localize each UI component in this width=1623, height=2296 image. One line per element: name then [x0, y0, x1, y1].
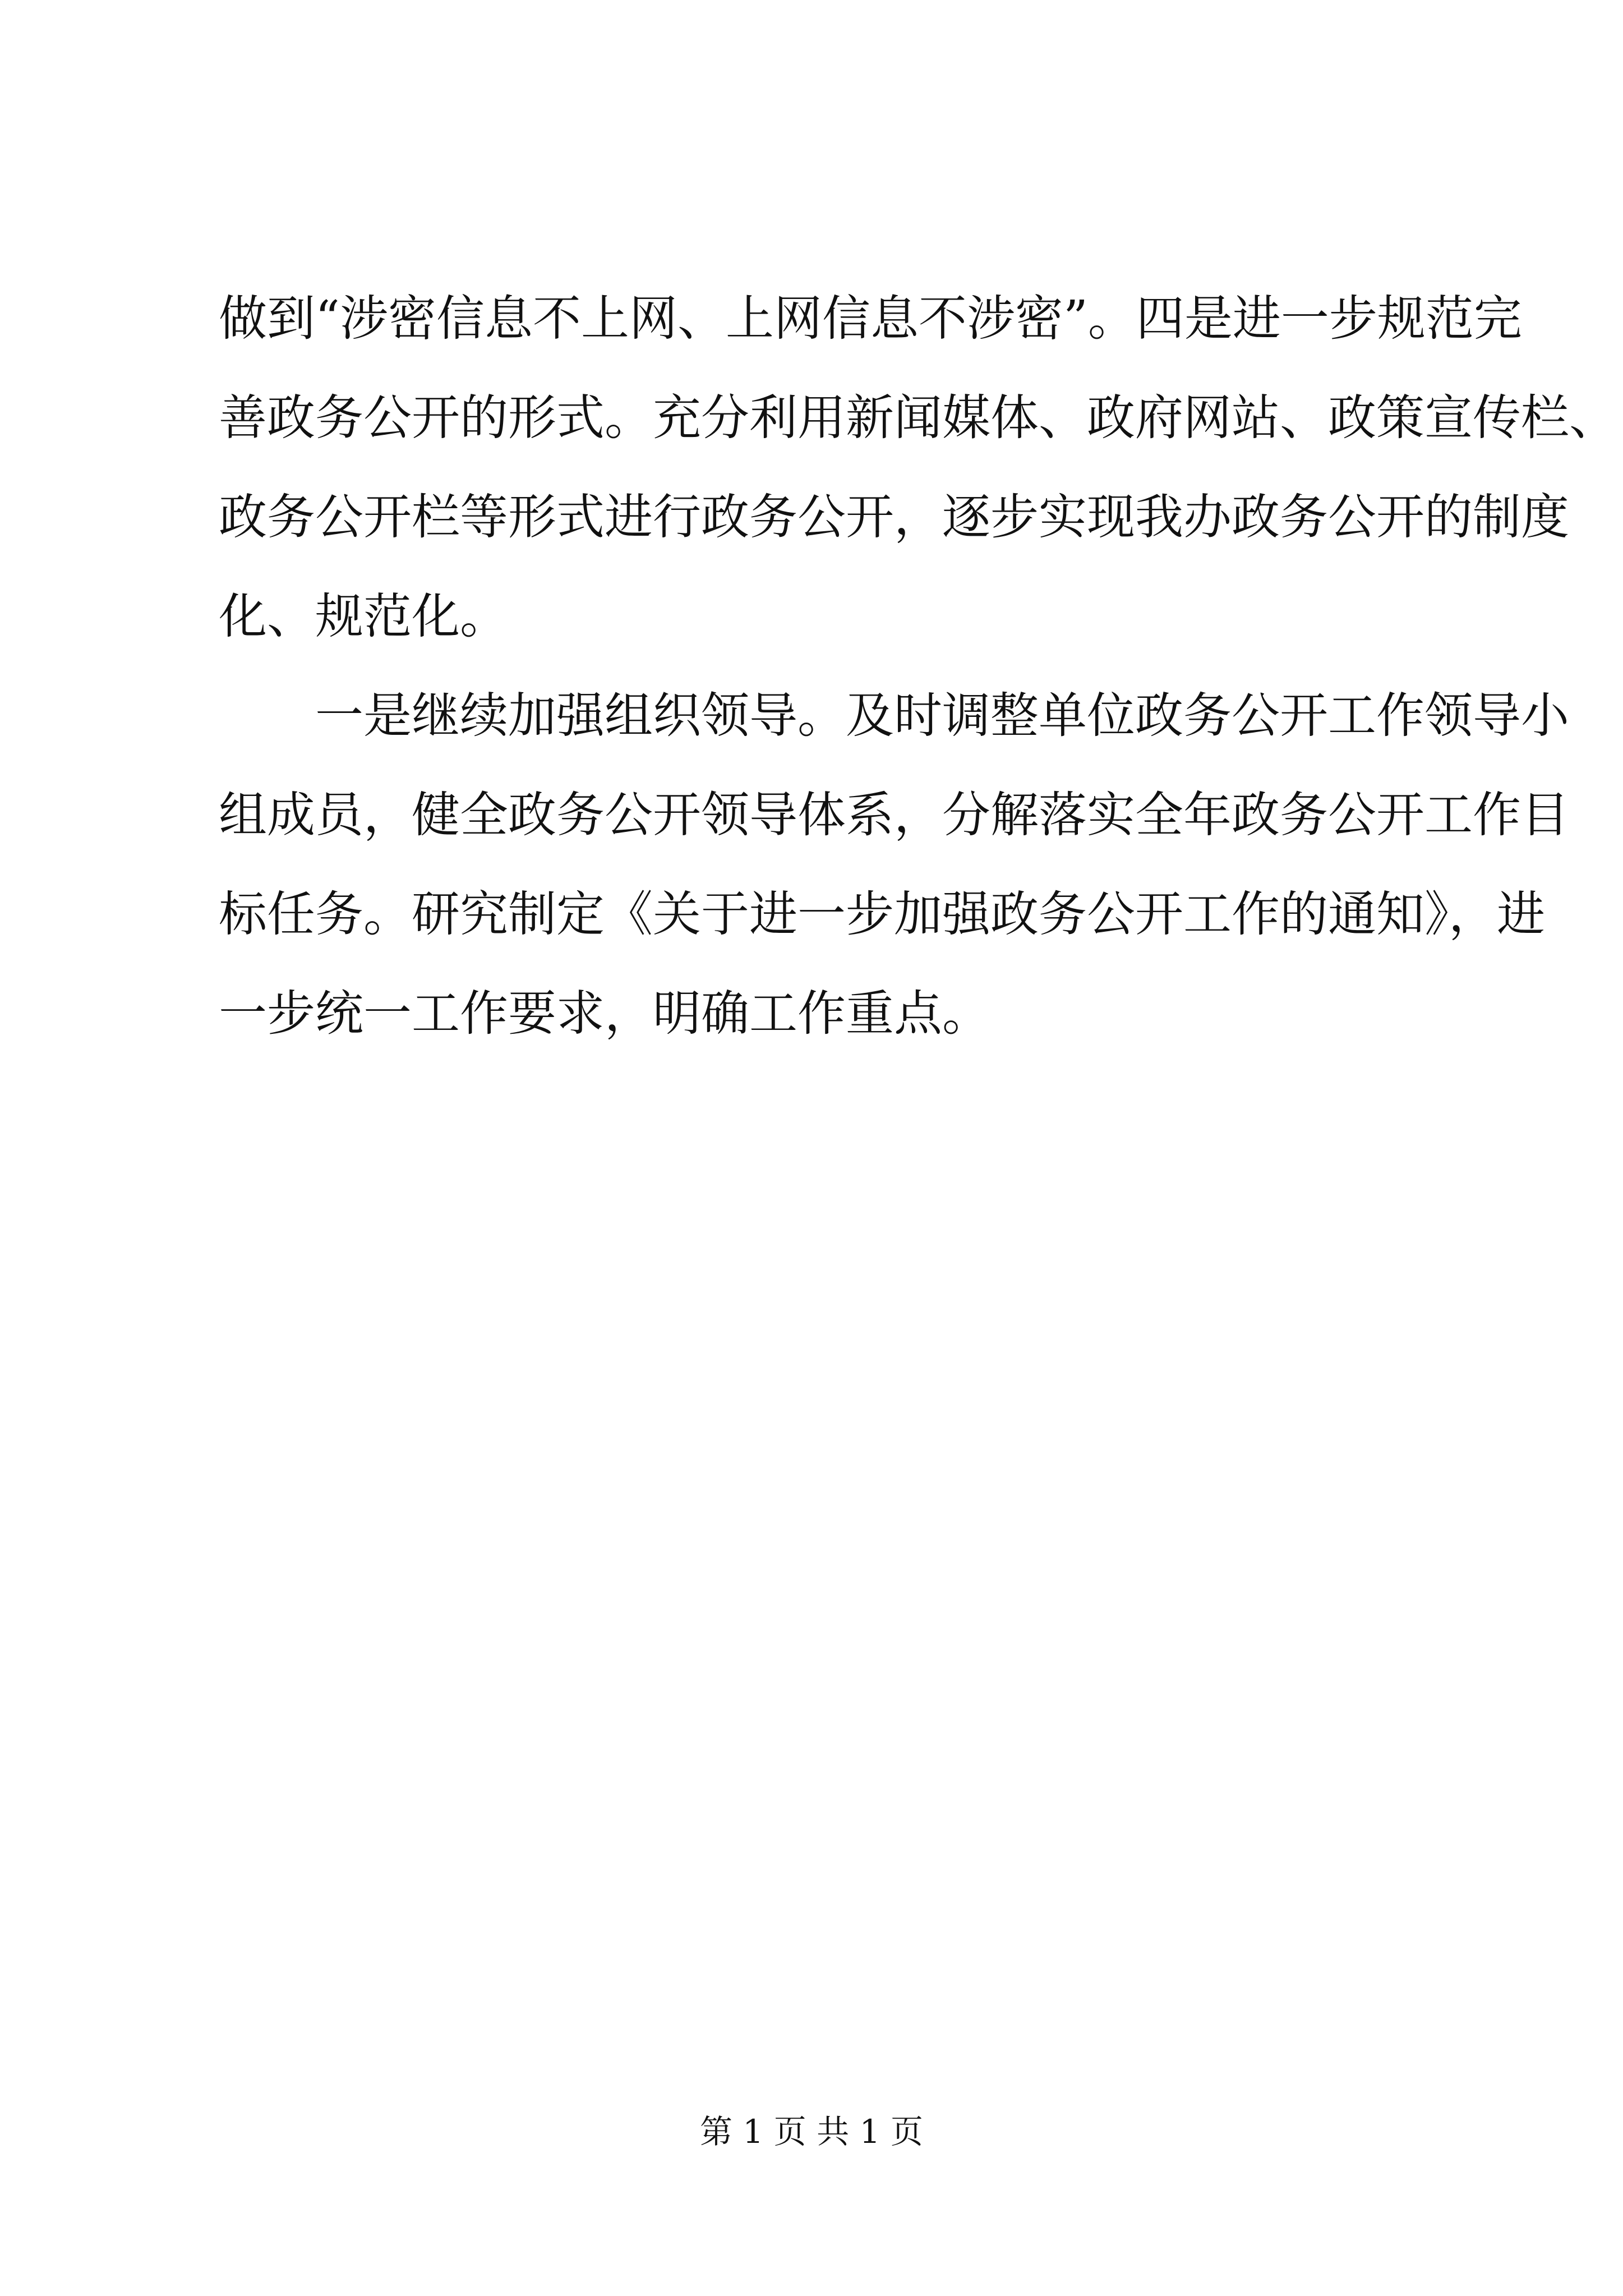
text-line: 组成员，健全政务公开领导体系，分解落实全年政务公开工作目 — [219, 787, 1569, 843]
text-line: 标任务。研究制定《关于进一步加强政务公开工作的通知》，进 — [219, 886, 1545, 942]
text-line: 一步统一工作要求，明确工作重点。 — [219, 986, 990, 1042]
paragraph — [219, 666, 1569, 1064]
page-number-footer: 第 1 页 共 1 页 — [700, 2113, 923, 2151]
text-line: 政务公开栏等形式进行政务公开，逐步实现我办政务公开的制度 — [219, 489, 1569, 545]
text-line: 做到“涉密信息不上网、上网信息不涉密”。四是进一步规范完 — [219, 291, 1522, 347]
text-line: 善政务公开的形式。充分利用新闻媒体、政府网站、政策宣传栏、 — [219, 390, 1617, 446]
document-body — [219, 269, 1617, 1064]
text-line: 一是继续加强组织领导。及时调整单位政务公开工作领导小 — [315, 688, 1569, 744]
text-line: 化、规范化。 — [219, 588, 508, 645]
paragraph — [219, 269, 1617, 666]
